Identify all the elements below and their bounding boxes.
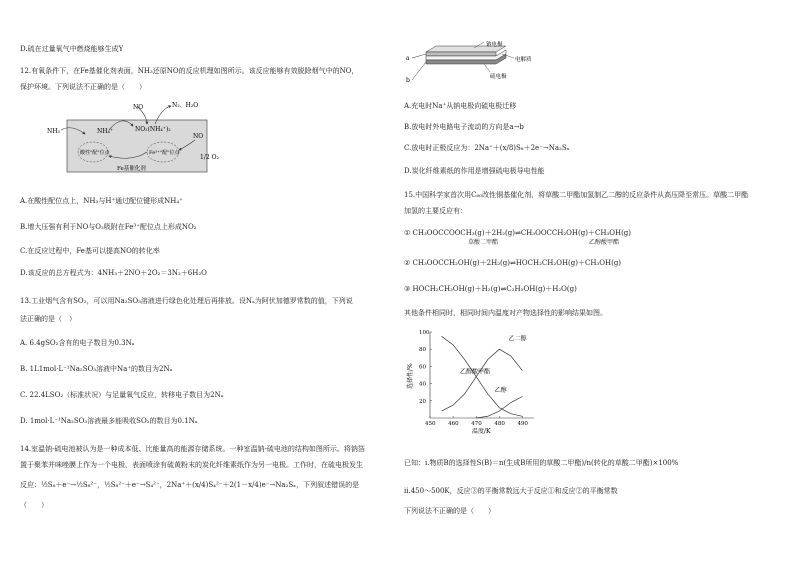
label-nh3: NH₃ — [47, 128, 60, 135]
label-nh4: NH₄⁺ — [97, 128, 114, 135]
q13-option-b: B. 1L1mol·L⁻¹Na₂SO₃溶液中Na⁺的数目为2Nₐ — [20, 365, 173, 373]
q15-known-ii: ⅱ.450～500K，反应③的平衡常数远大于反应①和反应②的平衡常数 — [404, 487, 618, 495]
q12-option-d: D.该反应的总方程式为：4NH₃＋2NO＋2O₂＝3N₂＋6H₂O — [20, 269, 207, 277]
question-11-option-d: D.硫在过量氧气中燃烧能够生成Y — [20, 45, 124, 53]
label-no-top: NO — [133, 104, 144, 111]
q12-option-a: A.在酸性配位点上，NH₃与H⁺通过配位键形成NH₄⁺ — [20, 197, 183, 205]
q15-reaction-3: ③ HOCH₂CH₂OH(g)＋H₂(g)⇌C₂H₅OH(g)＋H₂O(g) — [404, 285, 577, 293]
battery-label-na: 钠电极 — [486, 42, 503, 48]
y-tick-label: 80 — [419, 347, 426, 354]
q13-stem-line2: 法正确的是（ ） — [20, 315, 76, 323]
y-tick-label: 60 — [419, 364, 426, 371]
series-label-1: 乙醇酸甲酯 — [460, 368, 491, 376]
catalyst-label: Fe基催化剂 — [117, 166, 146, 172]
y-tick-label: 40 — [419, 381, 426, 388]
battery-label-b: b — [406, 77, 410, 84]
series-label-0: 乙二醇 — [508, 335, 527, 343]
q14-option-c: C.放电时正极反应为：2Na⁺＋(x/8)S₈＋2e⁻→Na₂Sₓ — [404, 144, 570, 152]
q15-reaction-1: ① CH₃OOCCOOCH₃(g)＋2H₂(g)⇌CH₃OOCCH₂OH(g)＋CH₃OH(g) — [404, 229, 632, 237]
q14-option-d: D.炭化纤维素纸的作用是增强硫电极导电性能 — [404, 167, 545, 175]
q15-reaction-2: ② CH₃OOCCH₂OH(g)＋2H₂(g)⇌HOCH₂CH₂OH(g)＋CH₃OH(g) — [404, 259, 622, 267]
q12-stem-line2: 保护环境。下列说法不正确的是（ ） — [20, 83, 146, 91]
label-no2nh4: NO₂(NH₄⁺)₂ — [135, 126, 171, 133]
acid-site-label: 酸性"配"位点 — [80, 150, 110, 156]
q14-stem-line3: 反应：½S₈＋e⁻→½S₈²⁻，½S₈²⁻＋e⁻→S₄²⁻，2Na⁺＋(x/4)S₄²⁻＋2(1－x/4)e⁻→Na₂Sₓ，下列叙述错误的是 — [20, 481, 360, 489]
q15-stem-line1: 15.中国科学家首次用C₆₀改性铜基催化剂，将草酸二甲酯加氢制乙二醇的反应条件从高压降至常压。草酸二甲酯 — [404, 191, 749, 199]
selectivity-chart — [404, 326, 544, 436]
q13-option-d: D. 1mol·L⁻¹Na₂SO₃溶液最多能吸收SO₂的数目为0.1Nₐ — [20, 417, 198, 425]
q15-reaction-1-label-left: 草酸二甲酯 — [468, 239, 499, 246]
q12-stem-line1: 12.有氧条件下，在Fe基催化剂表面，NH₃还原NO的反应机理如图所示。该反应能够有效脱除烟气中的NO， — [20, 67, 359, 75]
q14-stem-line1: 14.室温钠-硫电池被认为是一种成本低、比能量高的能源存储系统。一种室温钠-硫电池的结构如图所示。将钠箔 — [20, 445, 365, 453]
q12-mechanism-diagram — [47, 96, 217, 176]
q14-option-b: B.放电时外电路电子流动的方向是a→b — [404, 123, 524, 131]
q15-reaction-1-label-right: 乙醇酸甲酯 — [589, 239, 620, 246]
q15-known-i: 已知：ⅰ.物质B的选择性S(B)＝n(生成B所用的草酸二甲酯)/n(转化的草酸二甲酯)×100% — [404, 459, 679, 467]
q14-stem-line2: 置于聚苯并咪唑膜上作为一个电极，表面喷涂有硫黄粉末的炭化纤维素纸作为另一电极。工作时，在硫电极发生 — [20, 461, 363, 469]
label-no-right: NO — [193, 133, 204, 140]
y-axis-label: 选择性/% — [407, 363, 414, 389]
x-tick-label: 450 — [425, 421, 436, 427]
q13-option-a: A. 6.4gSO₂含有的电子数目为0.3Nₐ — [20, 339, 135, 347]
battery-label-electrolyte: 电解质 — [515, 57, 532, 63]
q12-option-c: C.在反应过程中，Fe基可以提高NO的转化率 — [20, 247, 160, 255]
x-tick-label: 470 — [471, 421, 482, 427]
label-n2-h2o: N₂、H₂O — [172, 102, 199, 109]
series-line-0 — [442, 349, 523, 411]
q14-stem-line4: （ ） — [20, 501, 48, 509]
battery-diagram — [404, 40, 554, 92]
label-half-o2: 1/2 O₂ — [200, 154, 219, 161]
q15-stem-line2: 加氢的主要反应有： — [404, 207, 467, 215]
x-tick-label: 460 — [448, 421, 459, 427]
q14-option-a: A.充电时Na⁺从钠电极向硫电极迁移 — [404, 102, 517, 110]
fe-site-label: Fe³⁺"配"位点 — [149, 150, 180, 156]
battery-label-a: a — [406, 55, 410, 62]
y-tick-label: 20 — [419, 398, 426, 405]
q13-stem-line1: 13.工业烟气含有SO₂，可以用Na₂SO₃溶液进行绿色化处理后再排放。设Nₐ为阿伏加德罗常数的值，下列说 — [20, 297, 353, 305]
x-axis-label: 温度/K — [472, 428, 491, 435]
series-label-2: 乙醇 — [494, 387, 507, 395]
q13-option-c: C. 22.4LSO₂（标准状况）与足量氧气反应，转移电子数目为2Nₐ — [20, 391, 224, 399]
q15-last-line: 下列说法不正确的是（ ） — [404, 507, 495, 515]
q15-other-conditions: 其他条件相同时，相同时间内温度对产物选择性的影响结果如图。 — [404, 309, 607, 317]
battery-label-s: 硫电极 — [490, 74, 507, 80]
y-tick-label: 100 — [419, 330, 430, 336]
x-tick-label: 480 — [494, 421, 505, 427]
q12-option-b: B.增大压强有利于NO与O₂吸附在Fe³⁺配位点上形成NO₂ — [20, 223, 197, 231]
x-tick-label: 490 — [517, 421, 528, 427]
